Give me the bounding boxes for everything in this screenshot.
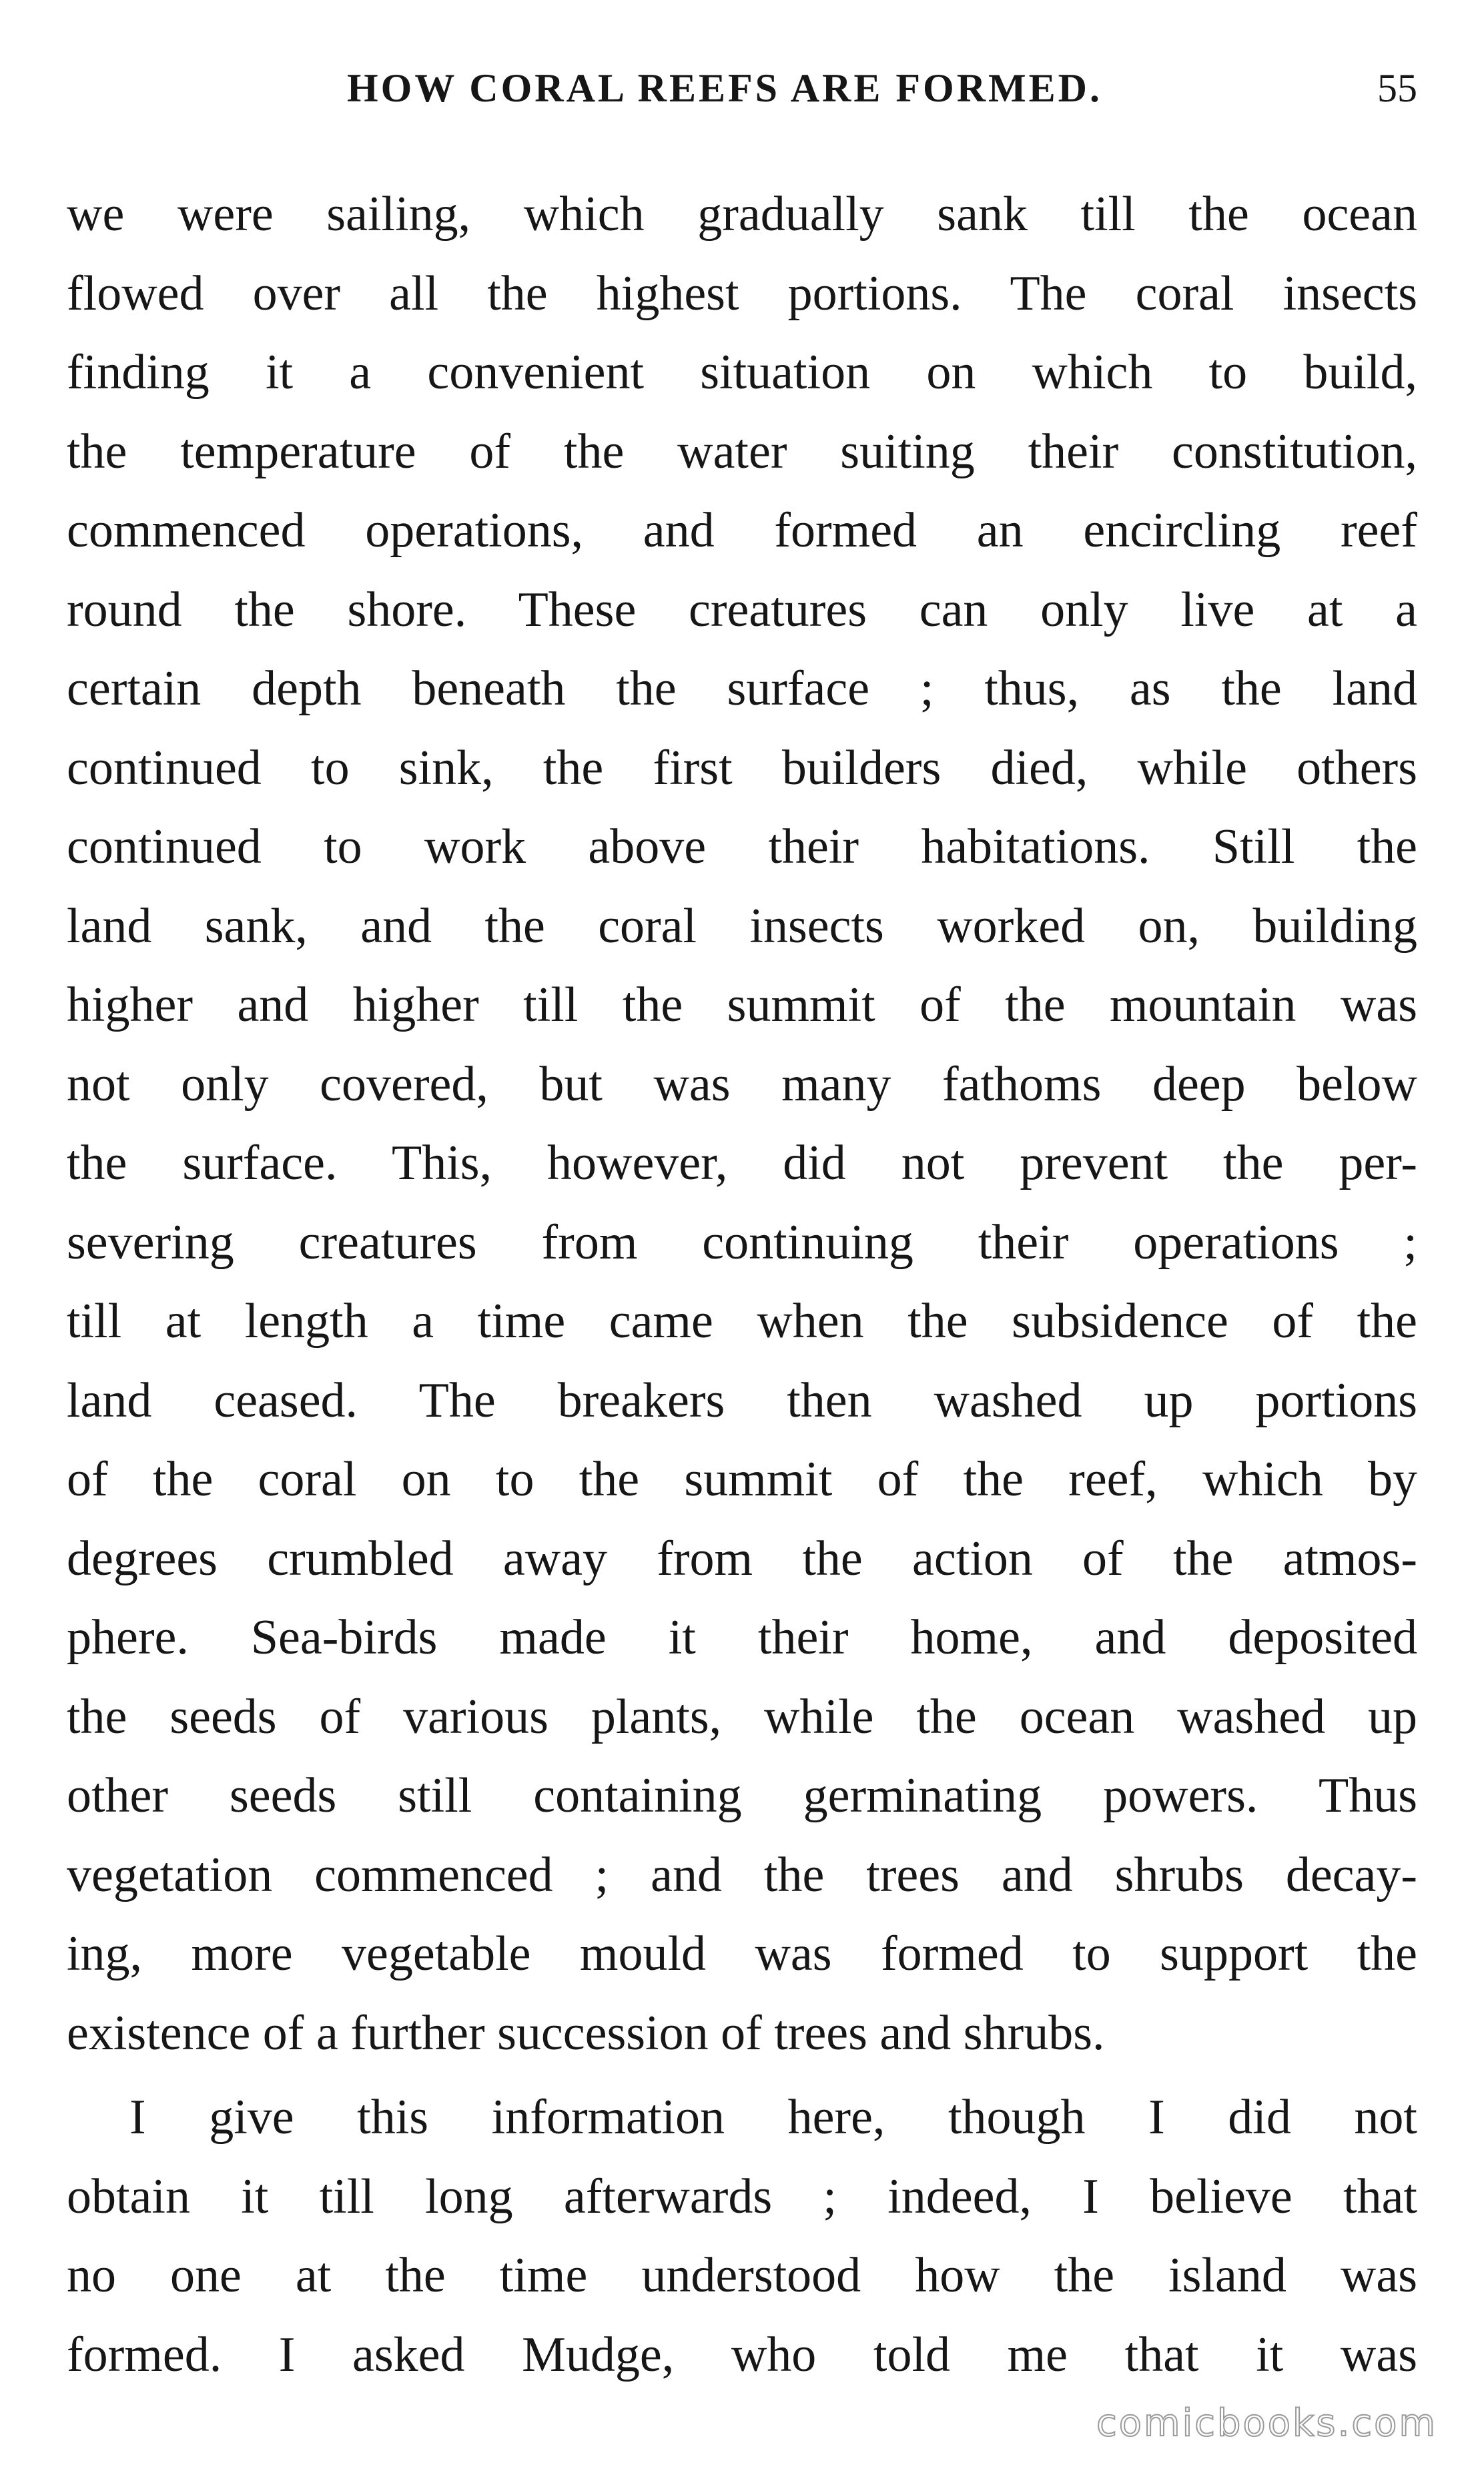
- text-line: obtain it till long afterwards ; indeed, I believe that: [67, 2169, 1417, 2224]
- paragraph-1: [67, 175, 1417, 2073]
- text-line: no one at the time understood how the island was: [67, 2248, 1417, 2303]
- page-number: 55: [1377, 66, 1417, 110]
- text-line: commenced operations, and formed an encircling reef: [67, 503, 1417, 558]
- running-title: HOW CORAL REEFS ARE FORMED.: [347, 66, 1103, 110]
- text-line: finding it a convenient situation on which to build,: [67, 345, 1417, 400]
- text-line: land ceased. The breakers then washed up portions: [67, 1373, 1417, 1428]
- text-line: higher and higher till the summit of the mountain was: [67, 978, 1417, 1032]
- text-line: we were sailing, which gradually sank till the ocean: [67, 187, 1417, 242]
- text-line: the surface. This, however, did not prevent the per-: [67, 1136, 1417, 1190]
- paragraph-gap: [67, 2073, 1417, 2078]
- text-line: severing creatures from continuing their operations ;: [67, 1214, 1417, 1270]
- body-text: [67, 175, 1417, 2394]
- text-line: vegetation commenced ; and the trees and shrubs decay-: [67, 1847, 1417, 1902]
- text-line: continued to sink, the first builders died, while others: [67, 740, 1417, 795]
- text-line: formed. I asked Mudge, who told me that it was: [67, 2327, 1417, 2382]
- watermark: comicbooks.com: [1096, 2402, 1437, 2445]
- page-header: [67, 61, 1417, 115]
- text-line: not only covered, but was many fathoms deep below: [67, 1056, 1417, 1112]
- text-line: certain depth beneath the surface ; thus, as the land: [67, 661, 1417, 716]
- paragraph-2: [67, 2078, 1417, 2394]
- text-line: I give this information here, though I did not: [129, 2090, 1417, 2145]
- text-line: ing, more vegetable mould was formed to support the: [67, 1926, 1417, 1981]
- text-line: degrees crumbled away from the action of the atmos-: [67, 1531, 1417, 1586]
- text-line: the temperature of the water suiting their constitution,: [67, 424, 1417, 479]
- text-line: other seeds still containing germinating powers. Thus: [67, 1768, 1417, 1823]
- text-line: phere. Sea-birds made it their home, and deposited: [67, 1610, 1417, 1665]
- text-line: the seeds of various plants, while the ocean washed up: [67, 1689, 1417, 1744]
- text-line: continued to work above their habitations. Still the: [67, 819, 1417, 874]
- text-line: of the coral on to the summit of the reef, which by: [67, 1452, 1417, 1507]
- text-line: till at length a time came when the subsidence of the: [67, 1294, 1417, 1349]
- text-line: existence of a further succession of trees and shrubs.: [67, 2005, 1105, 2061]
- text-line: flowed over all the highest portions. The coral insects: [67, 266, 1417, 321]
- text-line: land sank, and the coral insects worked on, building: [67, 898, 1417, 954]
- text-line: round the shore. These creatures can only live at a: [67, 582, 1417, 637]
